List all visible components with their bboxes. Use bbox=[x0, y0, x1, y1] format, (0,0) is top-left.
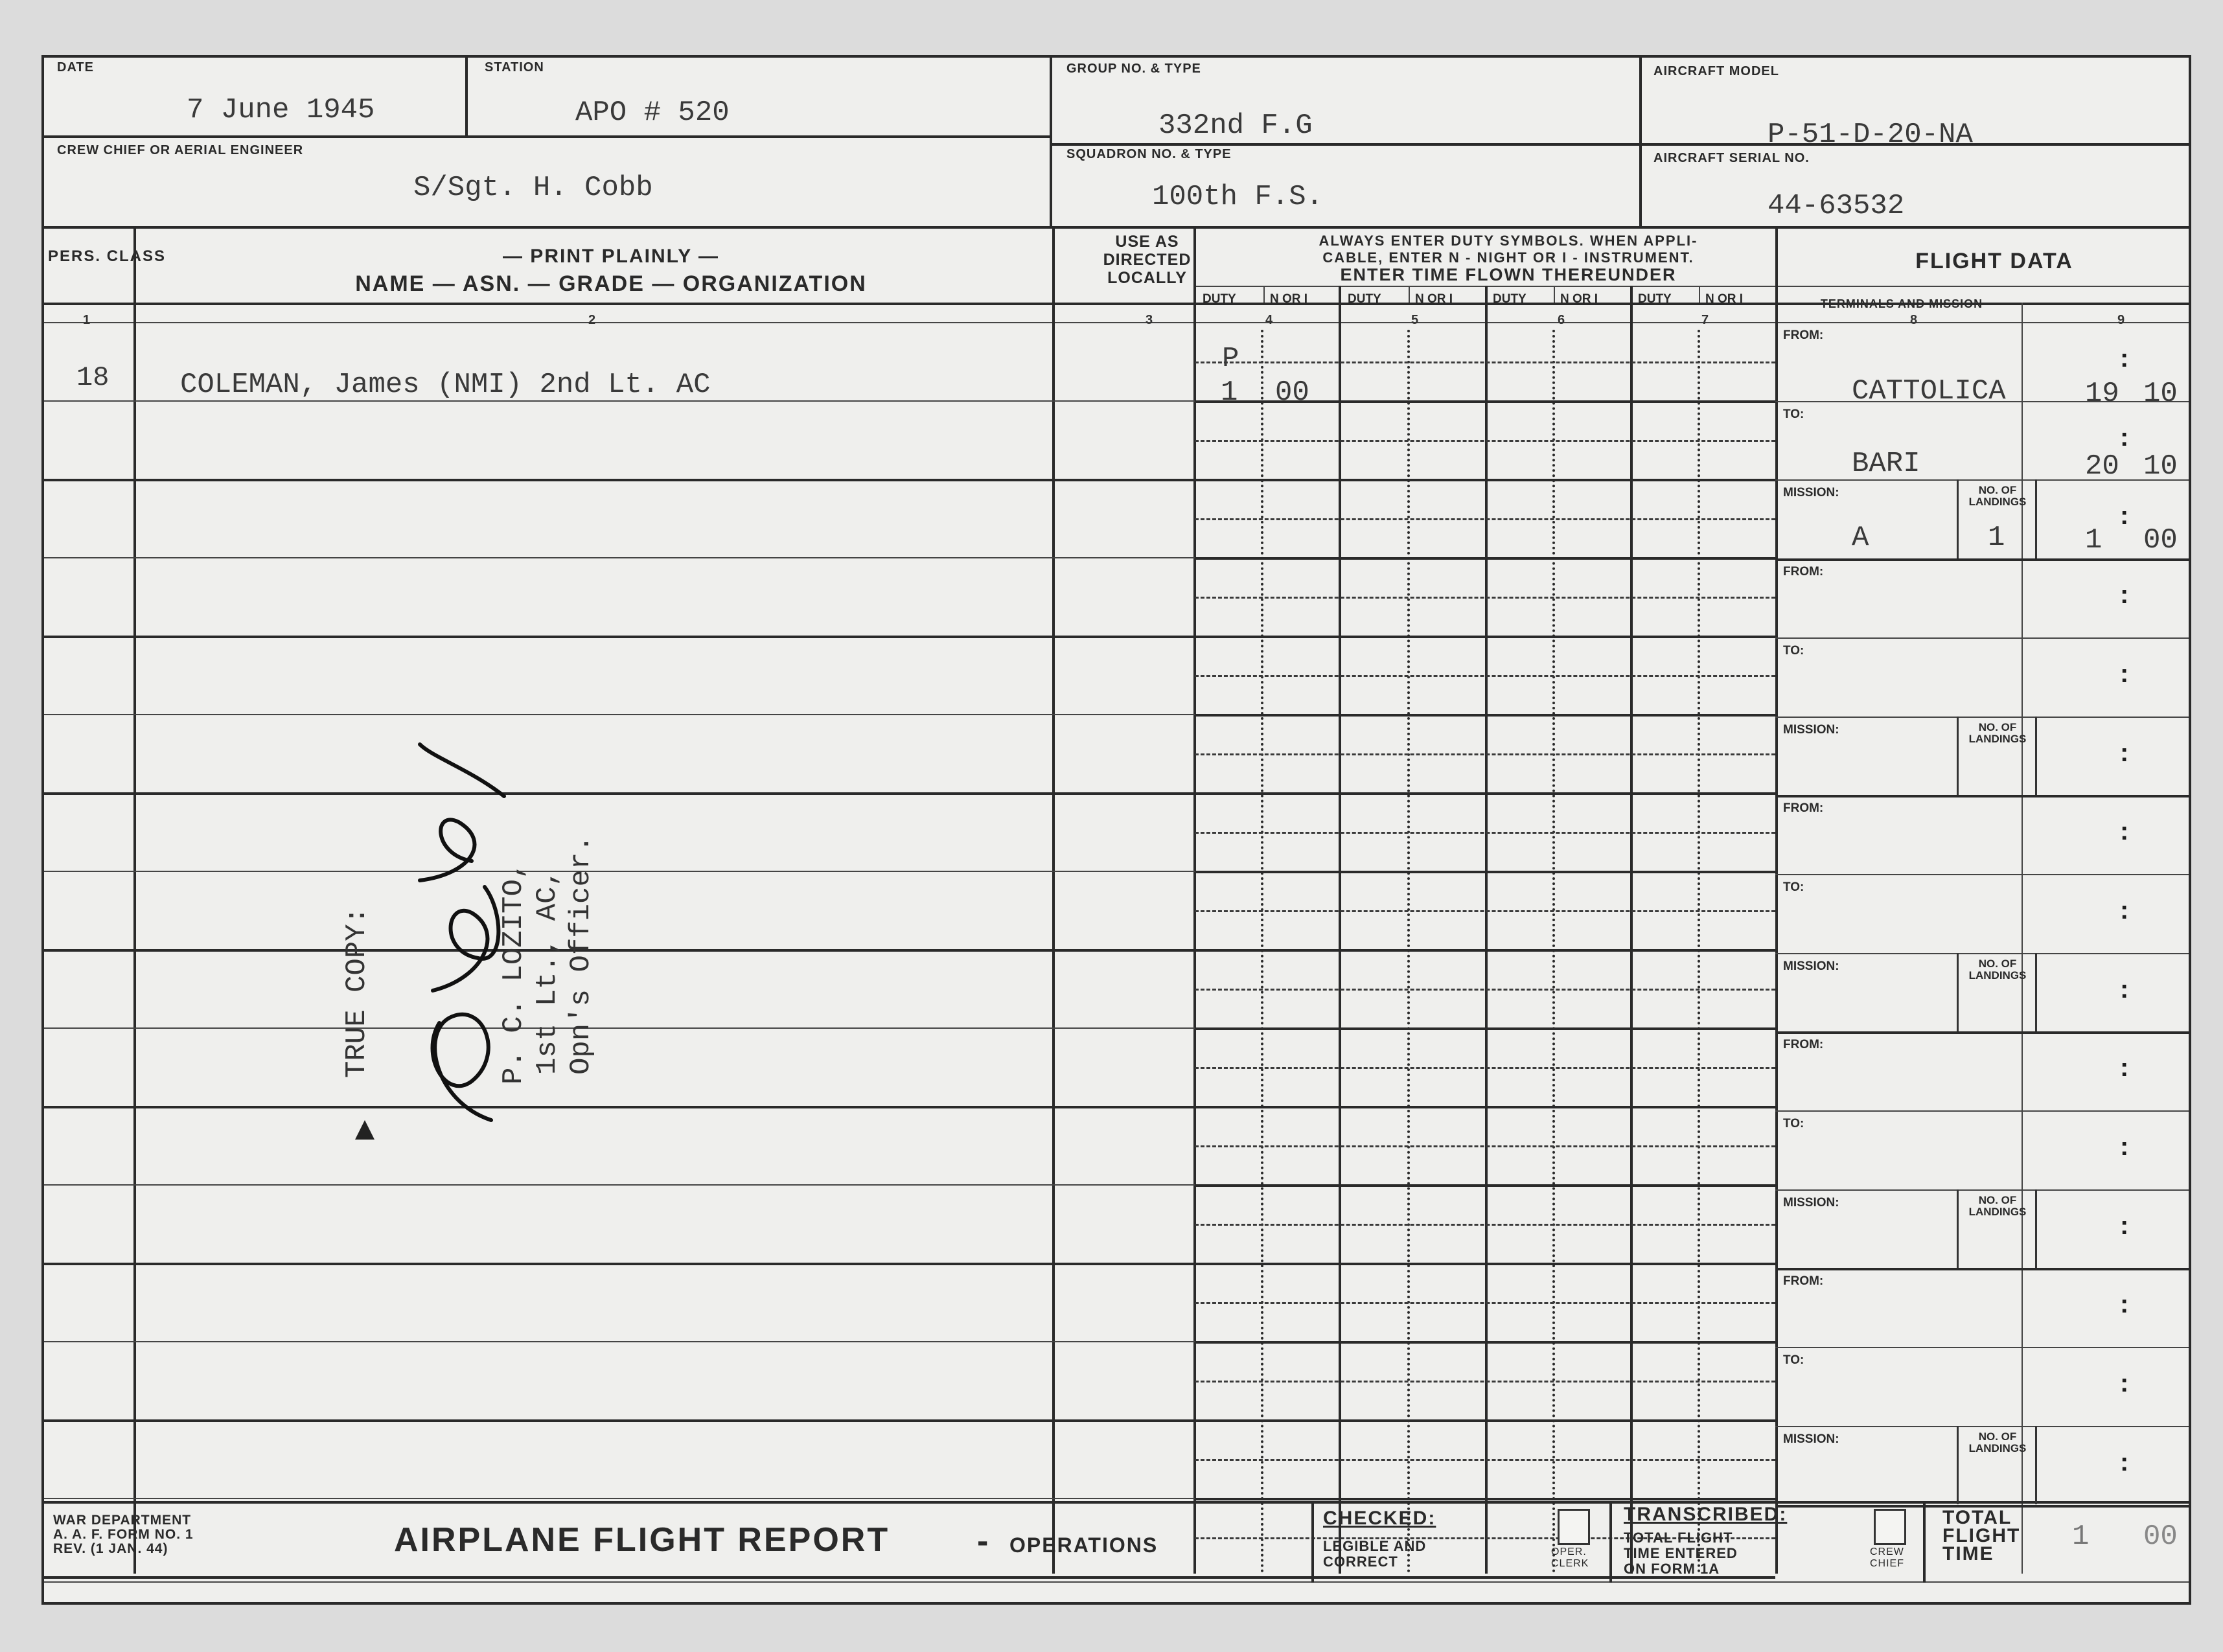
mission-time-minutes: 00 bbox=[2143, 524, 2178, 556]
crew-row-line bbox=[44, 1263, 1195, 1265]
col-divider-2 bbox=[1052, 226, 1055, 1574]
from-minutes: 10 bbox=[2143, 378, 2178, 410]
duty-row-line bbox=[1195, 1263, 1775, 1265]
duty-note-line2: CABLE, ENTER N - NIGHT OR I - INSTRUMENT. bbox=[1322, 249, 1694, 266]
crew-chief-line2: CHIEF bbox=[1870, 1558, 1904, 1569]
crew-chief-value: S/Sgt. H. Cobb bbox=[413, 172, 653, 204]
duty-row-line bbox=[1195, 949, 1775, 952]
duty-row-line bbox=[1195, 714, 1775, 717]
flight-to-label-4: TO: bbox=[1783, 1117, 1804, 1130]
flight-to-label-2: TO: bbox=[1783, 643, 1804, 658]
header-divider bbox=[1050, 143, 2189, 146]
duty-header-1: DUTY bbox=[1203, 292, 1236, 306]
landings-label-3: NO. OF LANDINGS bbox=[1968, 957, 2027, 981]
total-hours: 1 bbox=[2072, 1520, 2090, 1553]
terminals-header: TERMINALS AND MISSION bbox=[1820, 297, 1983, 310]
landings-box-1 bbox=[1957, 479, 2037, 558]
footer-top bbox=[44, 1501, 2189, 1504]
duty-row-line bbox=[1195, 792, 1775, 795]
landings-label-1: NO. OF LANDINGS bbox=[1968, 484, 2027, 509]
mission-time-hours: 1 bbox=[2085, 524, 2102, 556]
duty-subheader-line bbox=[1195, 286, 2189, 287]
duty-row-line bbox=[1195, 1184, 1775, 1187]
flight-to-value: BARI bbox=[1852, 448, 1920, 480]
landings-box-2 bbox=[1957, 717, 2037, 796]
column-number-bottom bbox=[44, 322, 2189, 323]
col-number-8: 8 bbox=[1910, 313, 1918, 327]
duty-symbol: P bbox=[1222, 343, 1239, 375]
signature-icon bbox=[394, 718, 536, 1146]
duty-half-divider bbox=[1554, 286, 1555, 303]
col-number-6: 6 bbox=[1558, 313, 1565, 327]
duty-row-line bbox=[1195, 1106, 1775, 1108]
time-separator: : bbox=[2120, 501, 2129, 531]
landings-value: 1 bbox=[1988, 522, 2005, 554]
transcribed-line2: TIME ENTERED bbox=[1624, 1545, 1738, 1561]
flight-from-label-2: FROM: bbox=[1783, 565, 1824, 579]
duty-row-line bbox=[1195, 1302, 1775, 1304]
col-number-4: 4 bbox=[1265, 313, 1273, 327]
transcribed-line1: TOTAL FLIGHT bbox=[1624, 1530, 1733, 1546]
duty-header-4: DUTY bbox=[1638, 292, 1672, 306]
crew-row-line bbox=[44, 636, 1195, 638]
time-separator: : bbox=[2120, 1369, 2129, 1398]
time-separator: : bbox=[2120, 659, 2129, 688]
flight-from-value: CATTOLICA bbox=[1852, 375, 2006, 407]
col-divider-1 bbox=[133, 226, 136, 1574]
arrow-marker-icon bbox=[355, 1120, 374, 1146]
group-divider bbox=[1050, 58, 1052, 227]
crew-row-line bbox=[44, 1341, 1195, 1342]
duty-dotted-divider bbox=[1261, 330, 1263, 1574]
duty-dotted-divider bbox=[1552, 330, 1555, 1574]
checked-label: CHECKED: bbox=[1323, 1508, 1436, 1529]
landings-box-5 bbox=[1957, 1426, 2037, 1505]
col-number-1: 1 bbox=[83, 313, 91, 327]
flight-from-label-3: FROM: bbox=[1783, 801, 1824, 816]
use-as-directed-header: USE AS DIRECTED LOCALLY bbox=[1103, 233, 1192, 287]
landings-box-3 bbox=[1957, 953, 2037, 1032]
footer-divider bbox=[1923, 1501, 1926, 1583]
duty-row-line bbox=[1195, 1341, 1775, 1344]
flight-row-line bbox=[1775, 874, 2189, 875]
time-separator: : bbox=[2120, 1132, 2129, 1161]
duty-half-divider bbox=[1409, 286, 1410, 303]
col-number-3: 3 bbox=[1146, 313, 1153, 327]
to-hours: 20 bbox=[2085, 450, 2119, 483]
oper-clerk-checkbox[interactable] bbox=[1558, 1509, 1590, 1545]
serial-value: 44-63532 bbox=[1768, 190, 1905, 222]
transcribed-label: TRANSCRIBED: bbox=[1624, 1504, 1788, 1525]
flight-to-label-1: TO: bbox=[1783, 407, 1804, 421]
footer-bottom bbox=[44, 1581, 2189, 1583]
duty-row-line bbox=[1195, 361, 1775, 363]
flight-row-line bbox=[1775, 1268, 2189, 1270]
form-title-dash: - bbox=[977, 1522, 990, 1560]
duty-row-line bbox=[1195, 832, 1775, 834]
group-label: GROUP NO. & TYPE bbox=[1066, 62, 1201, 76]
mission-value: A bbox=[1852, 522, 1869, 554]
aircraft-model-label: AIRCRAFT MODEL bbox=[1653, 64, 1779, 78]
pers-class-header: PERS. CLASS bbox=[48, 247, 167, 265]
legible-line1: LEGIBLE AND bbox=[1323, 1538, 1427, 1554]
flight-mission-label-2: MISSION: bbox=[1783, 722, 1839, 737]
footer-divider bbox=[1311, 1501, 1314, 1583]
duty-row-line bbox=[1195, 910, 1775, 912]
station-value: APO # 520 bbox=[575, 97, 730, 129]
landings-label-4: NO. OF LANDINGS bbox=[1968, 1193, 2027, 1218]
footer-divider bbox=[1609, 1501, 1612, 1583]
total-flight-time-line2: FLIGHT bbox=[1942, 1525, 2021, 1546]
duty-time-hours: 1 bbox=[1221, 376, 1238, 409]
crew-row-line bbox=[44, 1498, 1195, 1499]
transcribed-line3: ON FORM 1A bbox=[1624, 1561, 1720, 1577]
duty-half-divider bbox=[1699, 286, 1700, 303]
duty-row-line bbox=[1195, 989, 1775, 991]
duty-row-line bbox=[1195, 871, 1775, 873]
header-bottom bbox=[44, 226, 2189, 229]
flight-mission-label-1: MISSION: bbox=[1783, 486, 1839, 500]
squadron-label: SQUADRON NO. & TYPE bbox=[1066, 147, 1232, 161]
serial-label: AIRCRAFT SERIAL NO. bbox=[1653, 151, 1810, 165]
time-separator: : bbox=[2120, 817, 2129, 846]
flight-row-line bbox=[1775, 1031, 2189, 1034]
certifier-name: P. C. LOZITO, bbox=[498, 862, 530, 1084]
flight-row-line bbox=[1775, 1347, 2189, 1348]
war-department-label: WAR DEPARTMENT bbox=[53, 1513, 192, 1528]
duty-row-line bbox=[1195, 1381, 1775, 1382]
crew-row-line bbox=[44, 557, 1195, 558]
date-label: DATE bbox=[57, 60, 94, 75]
col-divider-flight bbox=[1775, 226, 1778, 1574]
total-flight-time-line3: TIME bbox=[1942, 1543, 1994, 1565]
duty-row-line bbox=[1195, 1419, 1775, 1422]
name-column-header: NAME — ASN. — GRADE — ORGANIZATION bbox=[355, 271, 867, 296]
col-number-7: 7 bbox=[1701, 313, 1709, 327]
duty-row-line bbox=[1195, 675, 1775, 677]
flight-mission-label-3: MISSION: bbox=[1783, 959, 1839, 973]
duty-row-line bbox=[1195, 557, 1775, 560]
aircraft-model-value: P-51-D-20-NA bbox=[1768, 119, 1973, 151]
duty-row-line bbox=[1195, 518, 1775, 520]
time-separator: : bbox=[2120, 1447, 2129, 1476]
crew-row-line bbox=[44, 949, 1195, 952]
certifier-title: Opn's Officer. bbox=[565, 835, 597, 1075]
flight-row-line bbox=[1775, 795, 2189, 797]
station-label: STATION bbox=[485, 60, 544, 75]
duty-header-3: DUTY bbox=[1493, 292, 1526, 306]
duty-row-line bbox=[1195, 1459, 1775, 1461]
time-separator: : bbox=[2120, 974, 2129, 1004]
flight-mission-label-4: MISSION: bbox=[1783, 1195, 1839, 1210]
to-minutes: 10 bbox=[2143, 450, 2178, 483]
duty-row-line bbox=[1195, 1027, 1775, 1030]
crew-row-line bbox=[44, 1106, 1195, 1108]
duty-row-line bbox=[1195, 1067, 1775, 1069]
n-or-i-header-1: N OR I bbox=[1270, 292, 1308, 306]
duty-time-minutes: 00 bbox=[1275, 376, 1309, 409]
flight-to-label-3: TO: bbox=[1783, 880, 1804, 894]
duty-row-line bbox=[1195, 753, 1775, 755]
duty-note-line3: ENTER TIME FLOWN THEREUNDER bbox=[1340, 265, 1677, 284]
duty-row-line bbox=[1195, 597, 1775, 599]
from-hours: 19 bbox=[2085, 378, 2119, 410]
duty-dotted-divider bbox=[1698, 330, 1700, 1574]
form-title-suffix: OPERATIONS bbox=[1009, 1533, 1158, 1557]
flight-report-form bbox=[41, 55, 2191, 1605]
revision-label: REV. (1 JAN. 44) bbox=[53, 1541, 168, 1556]
col-divider-3 bbox=[1193, 226, 1196, 1574]
duty-row-line bbox=[1195, 1498, 1775, 1500]
time-separator: : bbox=[2120, 422, 2129, 452]
header-divider bbox=[44, 135, 1050, 138]
time-separator: : bbox=[2120, 1211, 2129, 1240]
total-flight-time-line1: TOTAL bbox=[1942, 1507, 2012, 1528]
crew-name: COLEMAN, James (NMI) 2nd Lt. AC bbox=[180, 369, 711, 401]
crew-row-line bbox=[44, 479, 1195, 481]
landings-box-4 bbox=[1957, 1189, 2037, 1268]
certifier-grade: 1st Lt., AC, bbox=[531, 869, 564, 1075]
duty-row-line bbox=[1195, 440, 1775, 442]
flight-from-label-1: FROM: bbox=[1783, 328, 1824, 342]
form-title: AIRPLANE FLIGHT REPORT bbox=[394, 1521, 890, 1559]
flight-row-line bbox=[1775, 637, 2189, 639]
duty-note-line1: ALWAYS ENTER DUTY SYMBOLS. WHEN APPLI- bbox=[1319, 233, 1698, 249]
col-number-2: 2 bbox=[588, 313, 596, 327]
crew-chief-line1: CREW bbox=[1870, 1546, 1904, 1557]
flight-data-header: FLIGHT DATA bbox=[1915, 249, 2073, 273]
print-plainly-header: — PRINT PLAINLY — bbox=[502, 246, 720, 267]
duty-dotted-divider bbox=[1407, 330, 1410, 1574]
n-or-i-header-2: N OR I bbox=[1415, 292, 1453, 306]
time-separator: : bbox=[2120, 1290, 2129, 1319]
crew-row-line bbox=[44, 792, 1195, 795]
time-separator: : bbox=[2120, 895, 2129, 924]
squadron-value: 100th F.S. bbox=[1152, 181, 1324, 213]
n-or-i-header-3: N OR I bbox=[1560, 292, 1598, 306]
crew-row-line bbox=[44, 1184, 1195, 1186]
time-separator: : bbox=[2120, 344, 2129, 373]
oper-clerk-line1: OPER. bbox=[1551, 1546, 1587, 1557]
flight-row-line bbox=[1775, 558, 2189, 561]
time-separator: : bbox=[2120, 738, 2129, 767]
date-value: 7 June 1945 bbox=[187, 94, 375, 126]
landings-label-2: NO. OF LANDINGS bbox=[1968, 720, 2027, 745]
form-number-label: A. A. F. FORM NO. 1 bbox=[53, 1527, 194, 1542]
flight-from-label-4: FROM: bbox=[1783, 1038, 1824, 1052]
col-number-5: 5 bbox=[1411, 313, 1419, 327]
crew-row-line bbox=[44, 871, 1195, 872]
col-number-9: 9 bbox=[2117, 313, 2125, 327]
duty-header-2: DUTY bbox=[1348, 292, 1381, 306]
crew-row-line bbox=[44, 1027, 1195, 1029]
duty-row-line bbox=[1195, 1224, 1775, 1226]
duty-row-line bbox=[1195, 1145, 1775, 1147]
legible-line2: CORRECT bbox=[1323, 1554, 1398, 1570]
flight-row-line bbox=[1775, 1110, 2189, 1112]
crew-row-line bbox=[44, 1576, 1195, 1579]
crew-chief-label: CREW CHIEF OR AERIAL ENGINEER bbox=[57, 143, 304, 157]
crew-row-line bbox=[44, 1419, 1195, 1422]
flight-to-label-5: TO: bbox=[1783, 1353, 1804, 1368]
flight-from-label-5: FROM: bbox=[1783, 1274, 1824, 1289]
time-separator: : bbox=[2120, 580, 2129, 610]
n-or-i-header-4: N OR I bbox=[1705, 292, 1744, 306]
crew-chief-checkbox[interactable] bbox=[1874, 1509, 1906, 1545]
crew-row-line bbox=[44, 714, 1195, 715]
oper-clerk-line2: CLERK bbox=[1551, 1558, 1589, 1569]
flight-mission-label-5: MISSION: bbox=[1783, 1432, 1839, 1446]
group-value: 332nd F.G bbox=[1158, 109, 1313, 142]
duty-half-divider bbox=[1263, 286, 1265, 303]
landings-label-5: NO. OF LANDINGS bbox=[1968, 1430, 2027, 1454]
true-copy-label: TRUE COPY: bbox=[341, 906, 373, 1078]
model-divider bbox=[1639, 58, 1642, 227]
station-divider bbox=[465, 58, 468, 137]
duty-row-line bbox=[1195, 636, 1775, 638]
duty-row-line bbox=[1195, 479, 1775, 481]
time-separator: : bbox=[2120, 1053, 2129, 1083]
total-minutes: 00 bbox=[2143, 1520, 2178, 1553]
pers-class-value: 18 bbox=[76, 362, 109, 393]
